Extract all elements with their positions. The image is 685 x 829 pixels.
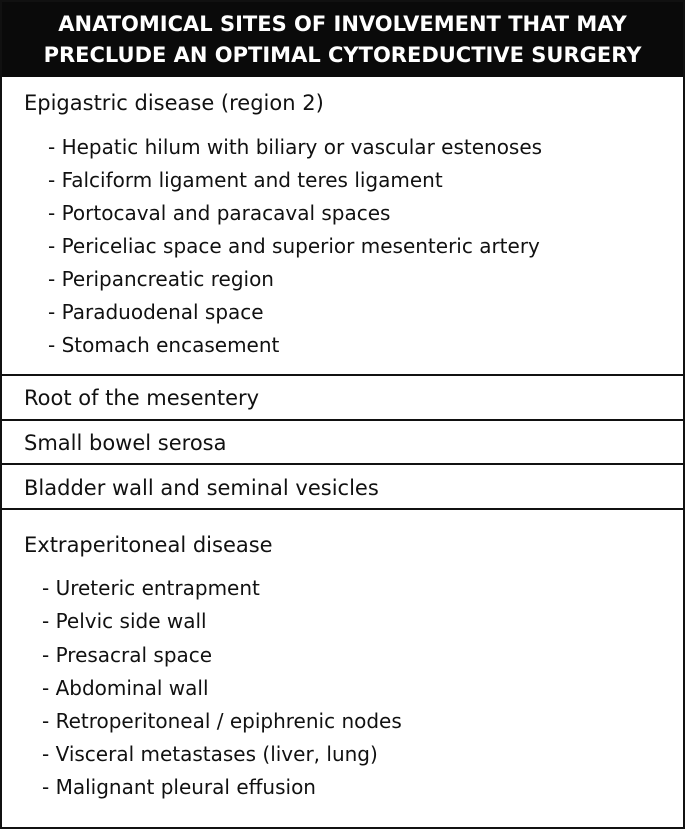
- list-item: - Ureteric entrapment: [42, 576, 260, 600]
- section-bladder: [2, 463, 683, 508]
- header-line-1: ANATOMICAL SITES OF INVOLVEMENT THAT MAY: [58, 12, 627, 36]
- list-item: - Malignant pleural effusion: [42, 775, 316, 799]
- list-item: - Portocaval and paracaval spaces: [48, 201, 391, 225]
- section-title: Small bowel serosa: [24, 431, 227, 455]
- list-item: - Paraduodenal space: [48, 300, 264, 324]
- section-title: Extraperitoneal disease: [24, 533, 273, 557]
- section-small-bowel: [2, 419, 683, 463]
- list-item: - Peripancreatic region: [48, 267, 274, 291]
- list-item: - Presacral space: [42, 643, 213, 667]
- list-item: - Visceral metastases (liver, lung): [42, 742, 378, 766]
- header-line-2: PRECLUDE AN OPTIMAL CYTOREDUCTIVE SURGERY: [43, 43, 642, 67]
- list-item: - Stomach encasement: [48, 333, 280, 357]
- list-item: - Retroperitoneal / epiphrenic nodes: [42, 709, 402, 733]
- section-root-mesentery: [2, 374, 683, 419]
- section-epigastric: [2, 77, 683, 374]
- table-header: [2, 2, 683, 77]
- section-title: Epigastric disease (region 2): [24, 91, 324, 115]
- section-title: Root of the mesentery: [24, 386, 260, 410]
- section-extraperitoneal: [2, 508, 683, 827]
- list-item: - Hepatic hilum with biliary or vascular estenoses: [48, 135, 543, 159]
- list-item: - Pelvic side wall: [42, 609, 207, 633]
- list-item: - Falciform ligament and teres ligament: [48, 168, 443, 192]
- section-title: Bladder wall and seminal vesicles: [24, 476, 379, 500]
- list-item: - Abdominal wall: [42, 676, 209, 700]
- list-item: - Periceliac space and superior mesenteric artery: [48, 234, 540, 258]
